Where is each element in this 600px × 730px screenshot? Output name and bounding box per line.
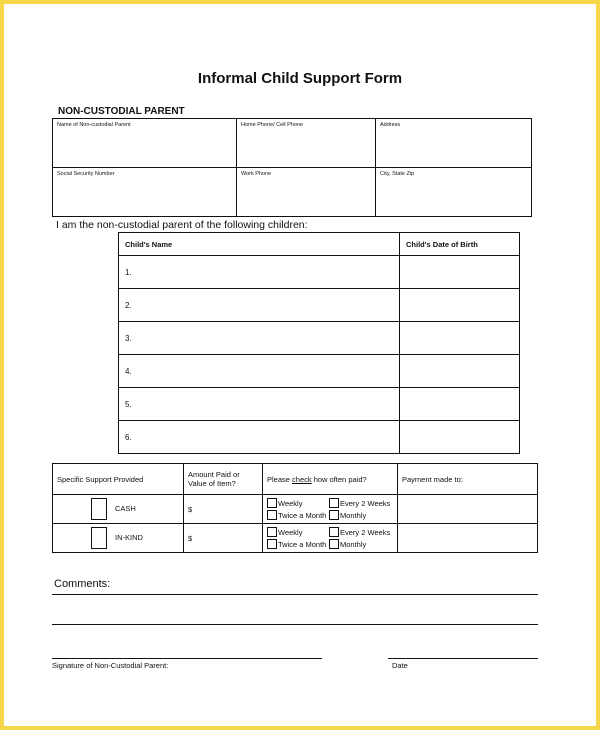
section-heading-parent: NON-CUSTODIAL PARENT [58, 106, 185, 117]
support-type-cell [53, 524, 184, 553]
frequency-option[interactable] [329, 539, 391, 549]
frequency-option[interactable] [267, 510, 329, 520]
table-row [119, 421, 520, 454]
child-dob-field[interactable] [400, 322, 520, 355]
table-row [119, 388, 520, 421]
child-dob-field[interactable] [400, 289, 520, 322]
form-title: Informal Child Support Form [197, 70, 403, 87]
cash-checkbox[interactable] [91, 498, 107, 520]
checkbox[interactable] [329, 510, 339, 520]
frequency-option[interactable] [329, 510, 391, 520]
checkbox[interactable] [267, 527, 277, 537]
option-label: Weekly [278, 498, 303, 508]
city-state-zip-field[interactable] [376, 168, 532, 217]
date-label: Date [392, 661, 408, 670]
table-row [119, 355, 520, 388]
child-name-field[interactable]: 4. [119, 355, 400, 388]
child-name-field[interactable]: 2. [119, 289, 400, 322]
frequency-option[interactable] [267, 527, 329, 537]
child-dob-field[interactable] [400, 355, 520, 388]
checkbox[interactable] [267, 498, 277, 508]
table-row [119, 289, 520, 322]
column-header-payment: Payment made to: [398, 464, 538, 495]
checkbox[interactable] [267, 510, 277, 520]
field-label: Name of Non-custodial Parent [57, 122, 131, 128]
amount-field[interactable]: $ [184, 495, 263, 524]
payment-to-field[interactable] [398, 495, 538, 524]
frequency-option[interactable] [329, 527, 391, 537]
child-name-field[interactable]: 1. [119, 256, 400, 289]
support-type-cell [53, 495, 184, 524]
column-header-support: Specific Support Provided [53, 464, 184, 495]
child-name-field[interactable]: 5. [119, 388, 400, 421]
checkbox[interactable] [267, 539, 277, 549]
comments-line[interactable] [52, 594, 538, 595]
field-label: Work Phone [241, 171, 272, 177]
header-text: Please [267, 474, 293, 484]
option-label: Twice a Month [278, 539, 327, 549]
table-row [53, 524, 538, 553]
ssn-field[interactable] [53, 168, 237, 217]
field-label: Home Phone/ Cell Phone [241, 122, 304, 128]
header-text-emphasis: check [292, 474, 312, 484]
checkbox[interactable] [329, 527, 339, 537]
option-label: Weekly [278, 527, 303, 537]
checkbox[interactable] [329, 539, 339, 549]
support-table [52, 463, 538, 553]
form-page [4, 4, 596, 726]
frequency-option[interactable] [267, 539, 329, 549]
support-type-label: IN-KIND [115, 532, 143, 542]
field-label: Address [380, 122, 401, 128]
parent-name-field[interactable] [53, 119, 237, 168]
home-phone-field[interactable] [237, 119, 376, 168]
support-type-label: CASH [115, 503, 136, 513]
date-line[interactable] [388, 658, 538, 659]
option-label: Twice a Month [278, 510, 327, 520]
column-header-amount: Amount Paid or Value of Item? [184, 464, 263, 495]
children-intro: I am the non-custodial parent of the following children: [56, 219, 308, 231]
frequency-option[interactable] [329, 498, 391, 508]
header-text: how often paid? [311, 474, 367, 484]
table-row [119, 322, 520, 355]
frequency-option[interactable] [267, 498, 329, 508]
field-label: City, State Zip [380, 171, 415, 177]
work-phone-field[interactable] [237, 168, 376, 217]
child-dob-field[interactable] [400, 256, 520, 289]
frequency-cell [263, 495, 398, 524]
comments-label: Comments: [54, 578, 111, 590]
child-name-field[interactable]: 3. [119, 322, 400, 355]
option-label: Every 2 Weeks [340, 527, 391, 537]
column-header-child-name: Child's Name [119, 233, 400, 256]
column-header-child-dob: Child's Date of Birth [400, 233, 520, 256]
parent-info-table [52, 118, 532, 217]
children-table [118, 232, 520, 454]
comments-line[interactable] [52, 624, 538, 625]
payment-to-field[interactable] [398, 524, 538, 553]
in-kind-checkbox[interactable] [91, 527, 107, 549]
table-row [119, 256, 520, 289]
child-name-field[interactable]: 6. [119, 421, 400, 454]
option-label: Monthly [340, 510, 367, 520]
amount-field[interactable]: $ [184, 524, 263, 553]
child-dob-field[interactable] [400, 421, 520, 454]
option-label: Every 2 Weeks [340, 498, 391, 508]
table-row [53, 495, 538, 524]
signature-label: Signature of Non-Custodial Parent: [52, 661, 169, 670]
address-field[interactable] [376, 119, 532, 168]
column-header-frequency [263, 464, 398, 495]
field-label: Social Security Number [57, 171, 115, 177]
checkbox[interactable] [329, 498, 339, 508]
signature-line[interactable] [52, 658, 322, 659]
child-dob-field[interactable] [400, 388, 520, 421]
option-label: Monthly [340, 539, 367, 549]
frequency-cell [263, 524, 398, 553]
